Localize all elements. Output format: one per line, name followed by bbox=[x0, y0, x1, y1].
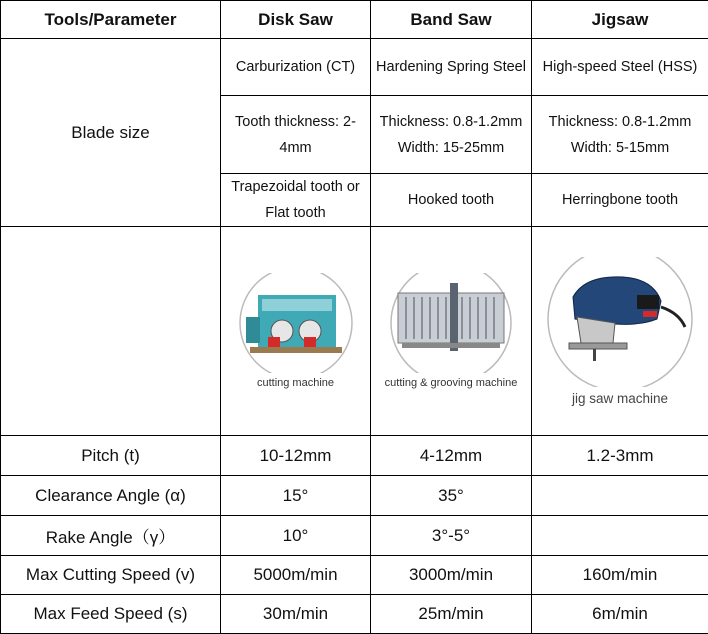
disk-saw-material: Carburization (CT) bbox=[221, 39, 371, 96]
jigsaw-clearance-angle bbox=[532, 476, 708, 516]
rake-angle-label: Rake Angle（γ） bbox=[1, 516, 221, 556]
disk-saw-rake-angle: 10° bbox=[221, 516, 371, 556]
blade-material-row bbox=[1, 39, 708, 96]
disk-saw-caption: cutting machine bbox=[257, 377, 334, 389]
disk-saw-clearance-angle: 15° bbox=[221, 476, 371, 516]
disk-saw-thickness: Tooth thickness: 2-4mm bbox=[221, 96, 371, 174]
clearance-angle-row bbox=[1, 476, 708, 516]
disk-saw-tooth: Trapezoidal tooth or Flat tooth bbox=[221, 174, 371, 227]
band-saw-max-feed-speed: 25m/min bbox=[371, 595, 532, 634]
disk-saw-image-cell bbox=[221, 227, 371, 436]
band-saw-thickness: Thickness: 0.8-1.2mm Width: 15-25mm bbox=[371, 96, 532, 174]
pitch-row bbox=[1, 436, 708, 476]
jigsaw-tooth: Herringbone tooth bbox=[532, 174, 708, 227]
jigsaw-material: High-speed Steel (HSS) bbox=[532, 39, 708, 96]
jigsaw-image-cell bbox=[532, 227, 708, 436]
max-feed-speed-row bbox=[1, 595, 708, 634]
band-saw-clearance-angle: 35° bbox=[371, 476, 532, 516]
band-saw-max-cutting-speed: 3000m/min bbox=[371, 556, 532, 595]
band-saw-machine-image bbox=[388, 273, 514, 373]
image-row bbox=[1, 227, 708, 436]
image-row-label bbox=[1, 227, 221, 436]
disk-saw-max-feed-speed: 30m/min bbox=[221, 595, 371, 634]
jigsaw-pitch: 1.2-3mm bbox=[532, 436, 708, 476]
pitch-label: Pitch (t) bbox=[1, 436, 221, 476]
max-cutting-speed-label: Max Cutting Speed (v) bbox=[1, 556, 221, 595]
jigsaw-caption: jig saw machine bbox=[572, 391, 668, 406]
blade-size-label: Blade size bbox=[1, 39, 221, 227]
disk-saw-pitch: 10-12mm bbox=[221, 436, 371, 476]
band-saw-rake-angle: 3°-5° bbox=[371, 516, 532, 556]
max-feed-speed-label: Max Feed Speed (s) bbox=[1, 595, 221, 634]
band-saw-caption: cutting & grooving machine bbox=[385, 377, 518, 389]
jigsaw-max-cutting-speed: 160m/min bbox=[532, 556, 708, 595]
jigsaw-rake-angle bbox=[532, 516, 708, 556]
header-disk-saw: Disk Saw bbox=[221, 1, 371, 39]
header-band-saw: Band Saw bbox=[371, 1, 532, 39]
jigsaw-max-feed-speed: 6m/min bbox=[532, 595, 708, 634]
disk-saw-max-cutting-speed: 5000m/min bbox=[221, 556, 371, 595]
rake-angle-row bbox=[1, 516, 708, 556]
max-cutting-speed-row bbox=[1, 556, 708, 595]
header-row bbox=[1, 1, 708, 39]
band-saw-tooth: Hooked tooth bbox=[371, 174, 532, 227]
header-jigsaw: Jigsaw bbox=[532, 1, 708, 39]
band-saw-pitch: 4-12mm bbox=[371, 436, 532, 476]
jigsaw-machine-image bbox=[545, 257, 695, 387]
disk-saw-machine-image bbox=[238, 273, 354, 373]
header-tools-parameter: Tools/Parameter bbox=[1, 1, 221, 39]
band-saw-image-cell bbox=[371, 227, 532, 436]
clearance-angle-label: Clearance Angle (α) bbox=[1, 476, 221, 516]
jigsaw-thickness: Thickness: 0.8-1.2mm Width: 5-15mm bbox=[532, 96, 708, 174]
band-saw-material: Hardening Spring Steel bbox=[371, 39, 532, 96]
